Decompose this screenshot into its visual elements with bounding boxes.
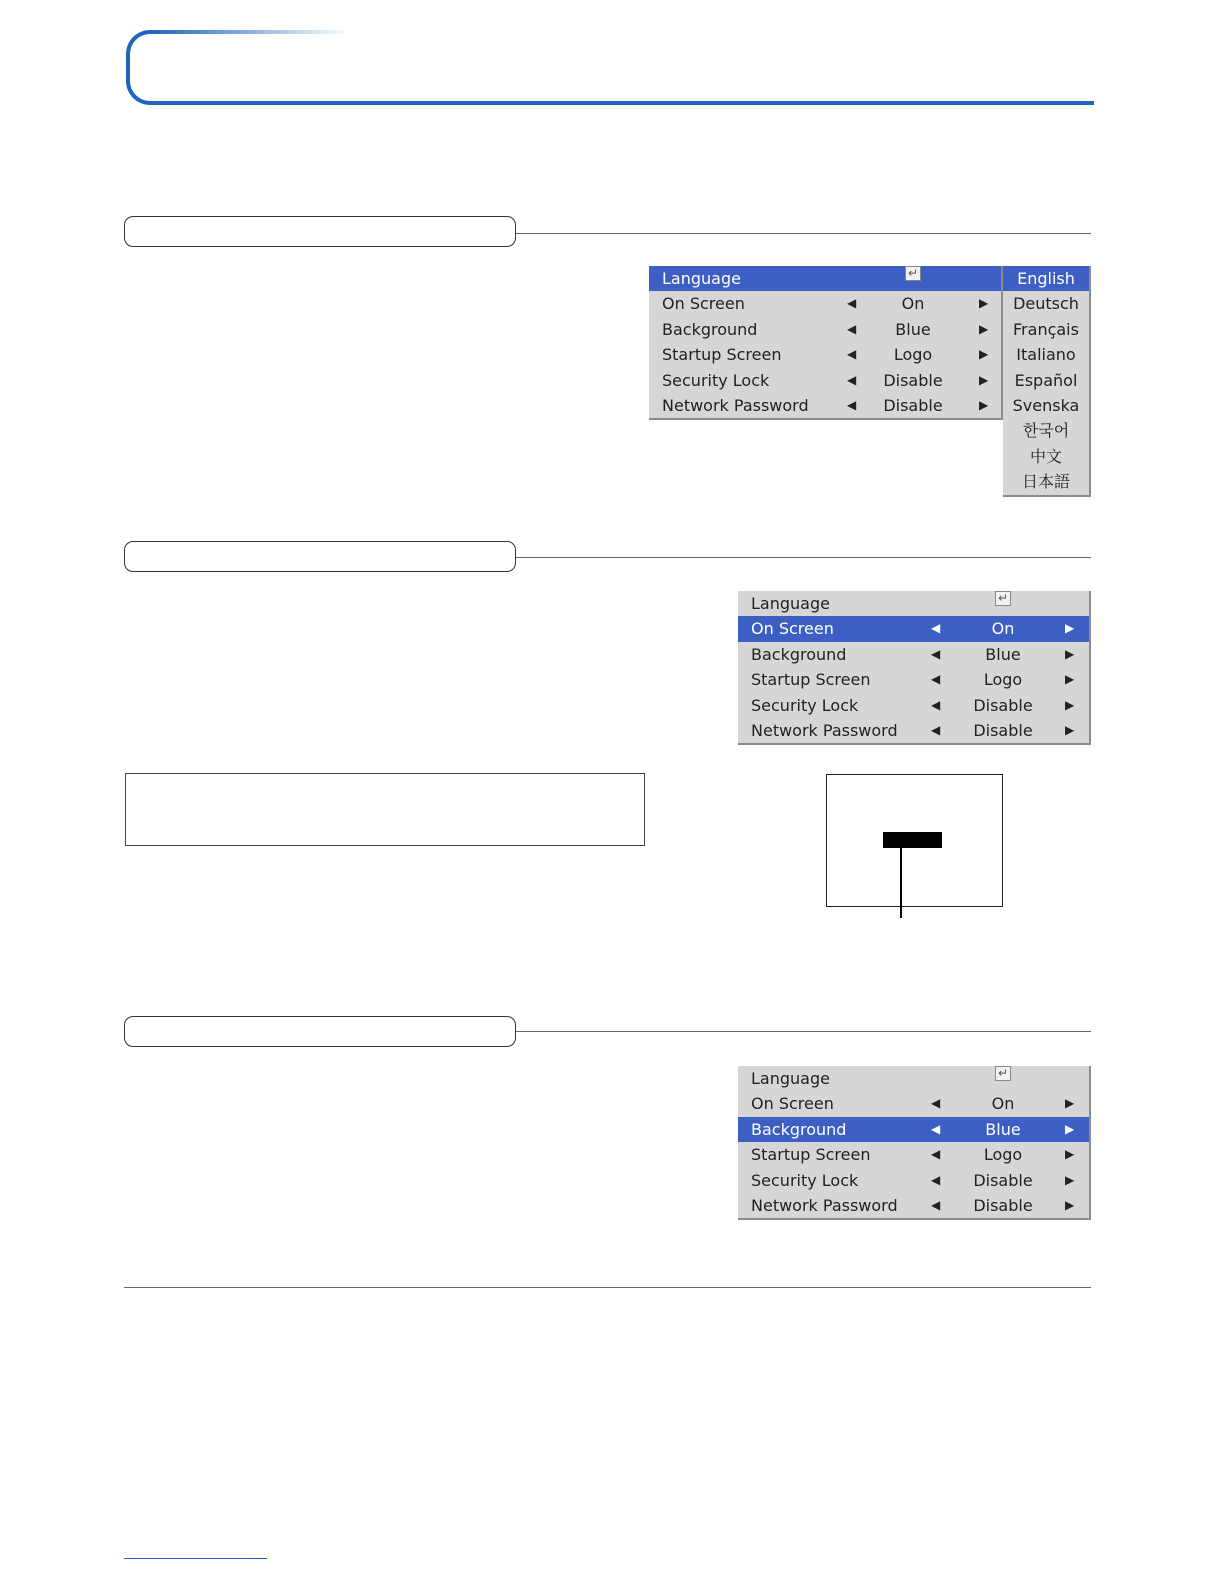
arrow-right-icon[interactable]: ▶ [1065, 646, 1075, 661]
menu-row-label: Language [751, 1069, 830, 1088]
menu-row-value: Disable [973, 1195, 1033, 1215]
menu-row-label: Startup Screen [662, 345, 782, 365]
menu-row-label: Security Lock [751, 1170, 859, 1190]
section-heading-language [124, 216, 516, 247]
menu-row-network-password[interactable] [738, 718, 1089, 743]
enter-return-icon [995, 591, 1011, 606]
header-frame-gap [330, 29, 1100, 36]
arrow-left-icon[interactable]: ◀ [931, 621, 941, 636]
menu-row-value: Logo [893, 345, 933, 365]
menu-row-value: On [991, 1094, 1015, 1114]
menu-row-startup-screen[interactable] [738, 1142, 1089, 1167]
menu-row-on-screen[interactable] [738, 1091, 1089, 1116]
language-option[interactable]: Deutsch [1013, 294, 1079, 314]
menu-row-language[interactable] [738, 1066, 1089, 1091]
chapter-header-frame [126, 30, 1094, 105]
arrow-right-icon[interactable]: ▶ [979, 296, 989, 311]
language-option[interactable]: Italiano [1016, 345, 1076, 365]
menu-row-on-screen[interactable] [738, 616, 1089, 641]
menu-row-value: Blue [985, 1119, 1021, 1139]
menu-row-security-lock[interactable] [649, 368, 1001, 393]
menu-row-background[interactable] [649, 317, 1001, 342]
menu-row-value: Disable [973, 695, 1033, 715]
menu-row-value: Blue [895, 319, 931, 339]
enter-return-icon [995, 1066, 1011, 1081]
arrow-left-icon[interactable]: ◀ [847, 321, 857, 336]
arrow-right-icon[interactable]: ▶ [979, 372, 989, 387]
menu-row-language[interactable] [738, 591, 1089, 616]
language-option[interactable]: 中文 [1029, 446, 1062, 466]
section-rule [516, 1031, 1091, 1032]
footer-accent-line [124, 1558, 267, 1559]
arrow-right-icon[interactable]: ▶ [1065, 1096, 1075, 1111]
arrow-left-icon[interactable]: ◀ [847, 347, 857, 362]
language-option[interactable]: English [1003, 266, 1089, 291]
menu-row-label: Startup Screen [751, 670, 871, 690]
page-bottom-rule [124, 1287, 1091, 1288]
arrow-right-icon[interactable]: ▶ [979, 397, 989, 412]
menu-row-startup-screen[interactable] [649, 342, 1001, 367]
arrow-left-icon[interactable]: ◀ [931, 1172, 941, 1187]
language-option[interactable]: Français [1013, 319, 1079, 339]
language-option[interactable]: 한국어 [1022, 421, 1070, 441]
menu-row-label: Background [751, 644, 847, 664]
menu-row-label: Security Lock [662, 370, 770, 390]
arrow-left-icon[interactable]: ◀ [847, 296, 857, 311]
menu-row-label: On Screen [662, 294, 745, 314]
menu-row-network-password[interactable] [649, 393, 1001, 418]
arrow-right-icon[interactable]: ▶ [1065, 621, 1075, 636]
menu-row-value: Disable [973, 1170, 1033, 1190]
menu-row-on-screen[interactable] [649, 291, 1001, 316]
menu-row-background[interactable] [738, 642, 1089, 667]
menu-row-label: On Screen [751, 1094, 834, 1114]
menu-row-value: Blue [985, 644, 1021, 664]
language-options-panel [1003, 266, 1091, 497]
osd-setting-menu-language [649, 266, 1003, 420]
menu-row-value: On [901, 294, 925, 314]
arrow-right-icon[interactable]: ▶ [1065, 1172, 1075, 1187]
menu-row-label: Startup Screen [751, 1145, 871, 1165]
menu-row-label: Background [751, 1119, 847, 1139]
osd-setting-menu-background [738, 1066, 1091, 1220]
arrow-right-icon[interactable]: ▶ [1065, 1121, 1075, 1136]
menu-row-security-lock[interactable] [738, 693, 1089, 718]
arrow-left-icon[interactable]: ◀ [931, 672, 941, 687]
menu-row-label: Language [751, 594, 830, 613]
enter-return-icon [905, 266, 921, 281]
menu-row-background[interactable] [738, 1117, 1089, 1142]
menu-row-label: On Screen [751, 619, 834, 639]
language-option[interactable]: Español [1014, 370, 1078, 390]
arrow-left-icon[interactable]: ◀ [931, 722, 941, 737]
menu-row-startup-screen[interactable] [738, 667, 1089, 692]
section-rule [516, 557, 1091, 558]
arrow-left-icon[interactable]: ◀ [847, 397, 857, 412]
menu-row-label: Network Password [751, 1195, 898, 1215]
note-box [125, 773, 645, 846]
header-gradient-accent [150, 30, 350, 34]
menu-row-value: Logo [983, 670, 1023, 690]
arrow-left-icon[interactable]: ◀ [931, 1197, 941, 1212]
arrow-right-icon[interactable]: ▶ [1065, 672, 1075, 687]
arrow-left-icon[interactable]: ◀ [931, 1096, 941, 1111]
callout-line [900, 848, 902, 918]
menu-row-value: Disable [973, 720, 1033, 740]
arrow-right-icon[interactable]: ▶ [1065, 1147, 1075, 1162]
arrow-left-icon[interactable]: ◀ [931, 697, 941, 712]
arrow-right-icon[interactable]: ▶ [979, 321, 989, 336]
arrow-right-icon[interactable]: ▶ [1065, 697, 1075, 712]
menu-row-label: Language [662, 269, 741, 288]
onscreen-display-bar [883, 832, 942, 848]
arrow-right-icon[interactable]: ▶ [1065, 1197, 1075, 1212]
arrow-left-icon[interactable]: ◀ [931, 1147, 941, 1162]
arrow-right-icon[interactable]: ▶ [979, 347, 989, 362]
menu-row-value: Disable [883, 370, 943, 390]
arrow-left-icon[interactable]: ◀ [847, 372, 857, 387]
osd-setting-menu-on-screen [738, 591, 1091, 745]
menu-row-value: On [991, 619, 1015, 639]
arrow-left-icon[interactable]: ◀ [931, 1121, 941, 1136]
menu-row-label: Background [662, 319, 758, 339]
section-heading-background [124, 1016, 516, 1047]
menu-row-value: Logo [983, 1145, 1023, 1165]
language-option[interactable]: 日本語 [1021, 472, 1070, 492]
language-option[interactable]: Svenska [1012, 395, 1080, 415]
arrow-left-icon[interactable]: ◀ [931, 646, 941, 661]
menu-row-label: Security Lock [751, 695, 859, 715]
menu-row-security-lock[interactable] [738, 1168, 1089, 1193]
menu-row-label: Network Password [751, 720, 898, 740]
arrow-right-icon[interactable]: ▶ [1065, 722, 1075, 737]
section-heading-on-screen [124, 541, 516, 572]
menu-row-value: Disable [883, 395, 943, 415]
section-rule [516, 233, 1091, 234]
menu-row-label: Network Password [662, 395, 809, 415]
menu-row-network-password[interactable] [738, 1193, 1089, 1218]
menu-row-language[interactable] [649, 266, 1001, 291]
